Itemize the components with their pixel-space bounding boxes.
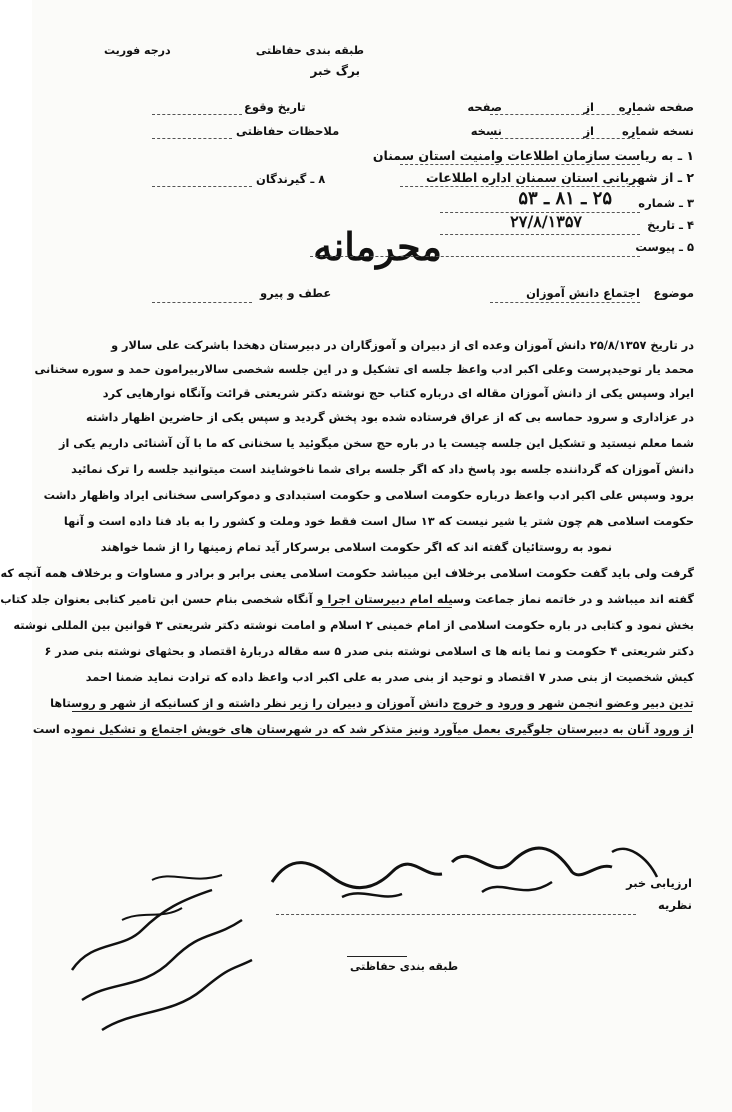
- routing-date-value: ۲۷/۸/۱۳۵۷: [510, 212, 582, 231]
- body-line: کیش شخصیت از بنی صدر ۷ اقتصاد و توحید از بنی صدر به علی اکبر ادب واعظ داده که ترادت نماید ضمنا احمد: [85, 671, 694, 684]
- body-line: دکتر شریعتی ۴ حکومت و نما یانه ها ی اسلامی نوشته بنی صدر ۵ سه مقاله دربارۀ اقتصاد و بحثهای نوشته بنی صدر ۶: [44, 645, 694, 658]
- subject-label: موضوع: [653, 286, 694, 300]
- security-classification-label: طبقه بندی حفاظتی: [255, 44, 364, 57]
- officer-signatures: [252, 822, 672, 912]
- copy-number-label: نسخه شماره: [621, 124, 694, 138]
- page-number-label: صفحه شماره: [618, 100, 694, 114]
- routing-number-label: ۳ ـ شماره: [638, 196, 694, 210]
- body-line: نمود به روستائیان گفته اند که اگر حکومت اسلامی برسرکار آید تمام زمینها را از شما خواهند: [100, 541, 612, 554]
- handwritten-annotation: [62, 860, 262, 1050]
- subject-text: اجتماع دانش آموزان: [526, 286, 640, 300]
- body-line: از ورود آنان به دبیرستان جلوگیری بعمل میآورد ونیز متذکر شد که در شهرستان های خویش اجتماع و تشکیل نموده است: [32, 723, 694, 736]
- body-line: در تاریخ ۲۵/۸/۱۳۵۷ دانش آموزان وعده ای از دبیران و آموزگاران در دبیرستان دهخدا باشرکت علی سالار و: [111, 339, 694, 352]
- event-date-label: تاریخ وقوع: [244, 100, 306, 114]
- routing-to: ۱ ـ به ریاست سازمان اطلاعات وامنیت استان سمنان: [372, 148, 694, 163]
- body-line: دانش آموزان که گرداننده جلسه بود پاسخ داد که اگر جلسه برای شما ناخوشایند است میتوانید جلسه را ترک نمائید: [71, 463, 694, 476]
- confidential-stamp: محرمانه: [313, 224, 442, 269]
- security-classification-bottom: طبقه بندی حفاظتی: [350, 960, 459, 973]
- security-notes-label: ملاحظات حفاظتی: [236, 124, 340, 138]
- form-title: برگ خبر: [310, 64, 360, 78]
- page-label: صفحه: [467, 100, 502, 114]
- routing-attachment-label: ۵ ـ پیوست: [635, 240, 694, 254]
- body-line: گرفت ولی باید گفت حکومت اسلامی برخلاف این میباشد حکومت اسلامی یعنی برابر و برادر و مساوات و برخلاف همه آنچه که: [0, 567, 694, 580]
- report-evaluation-label: ارزیابی خبر: [626, 876, 692, 890]
- body-line: در عزاداری و سرود حماسه بی که از عراق فرستاده شده بود پخش گردید و سپس یکی از حاضرین اظهار داشته: [86, 411, 694, 424]
- copy-label: نسخه: [470, 124, 502, 138]
- recipients-label: ۸ ـ گیرندگان: [256, 172, 326, 186]
- followup-label: عطف و پیرو: [260, 286, 332, 300]
- routing-number-value: ۲۵ ـ ۸۱ ـ ۵۳: [518, 188, 612, 209]
- body-line: ایراد وسپس یکی از دانش آموزان مقاله ای درباره کتاب حج نوشته دکتر شریعتی قرائت وآنگاه نوارهایی کرد: [102, 387, 694, 400]
- body-line: محمد یار توحیدپرست وعلی اکبر ادب واعظ جلسه ای تشکیل و در این جلسه شخصی سالاربیرامون حمد و سوره سخنانی: [34, 363, 694, 376]
- body-line: بخش نمود و کتابی در باره حکومت اسلامی از امام خمینی ۲ اسلام و امامت نوشته دکتر شریعتی ۳ قوانین بین المللی نوشته: [13, 619, 694, 632]
- of-label: از: [583, 100, 594, 114]
- urgency-label: درجه فوریت: [104, 44, 171, 57]
- opinion-label: نظریه: [658, 898, 692, 912]
- body-line: برود وسپس علی اکبر ادب واعظ درباره حکومت اسلامی و حکومت استبدادی و دموکراسی سخنانی ایراد واظهار داشت: [43, 489, 694, 502]
- body-line: شما معلم نیستید و تشکیل این جلسه چیست یا در باره حج سخن میگوئید یا سخنانی که ما با آن آشنائی داریم یکی از: [58, 437, 694, 450]
- copy-of-label: از: [583, 124, 594, 138]
- body-line: تدین دبیر وعضو انجمن شهر و ورود و خروج دانش آموزان و دبیران را زیر نظر داشته و از کسانیکه از شهر و روستاها: [50, 697, 694, 710]
- routing-date-label: ۴ ـ تاریخ: [647, 218, 694, 232]
- body-line: گفته اند میباشد و در خاتمه نماز جماعت وسیله امام دبیرستان اجرا و آنگاه شخصی بنام حسن ابن تامیر کتابی بعنوان جلد کتاب: [0, 593, 694, 606]
- routing-from: ۲ ـ از شهربانی استان سمنان اداره اطلاعات: [426, 170, 694, 185]
- body-line: حکومت اسلامی هم چون شتر یا شیر نیست که ۱۳ سال است فقط خود وملت و کشور را به باد فنا داده است و آنها: [63, 515, 694, 528]
